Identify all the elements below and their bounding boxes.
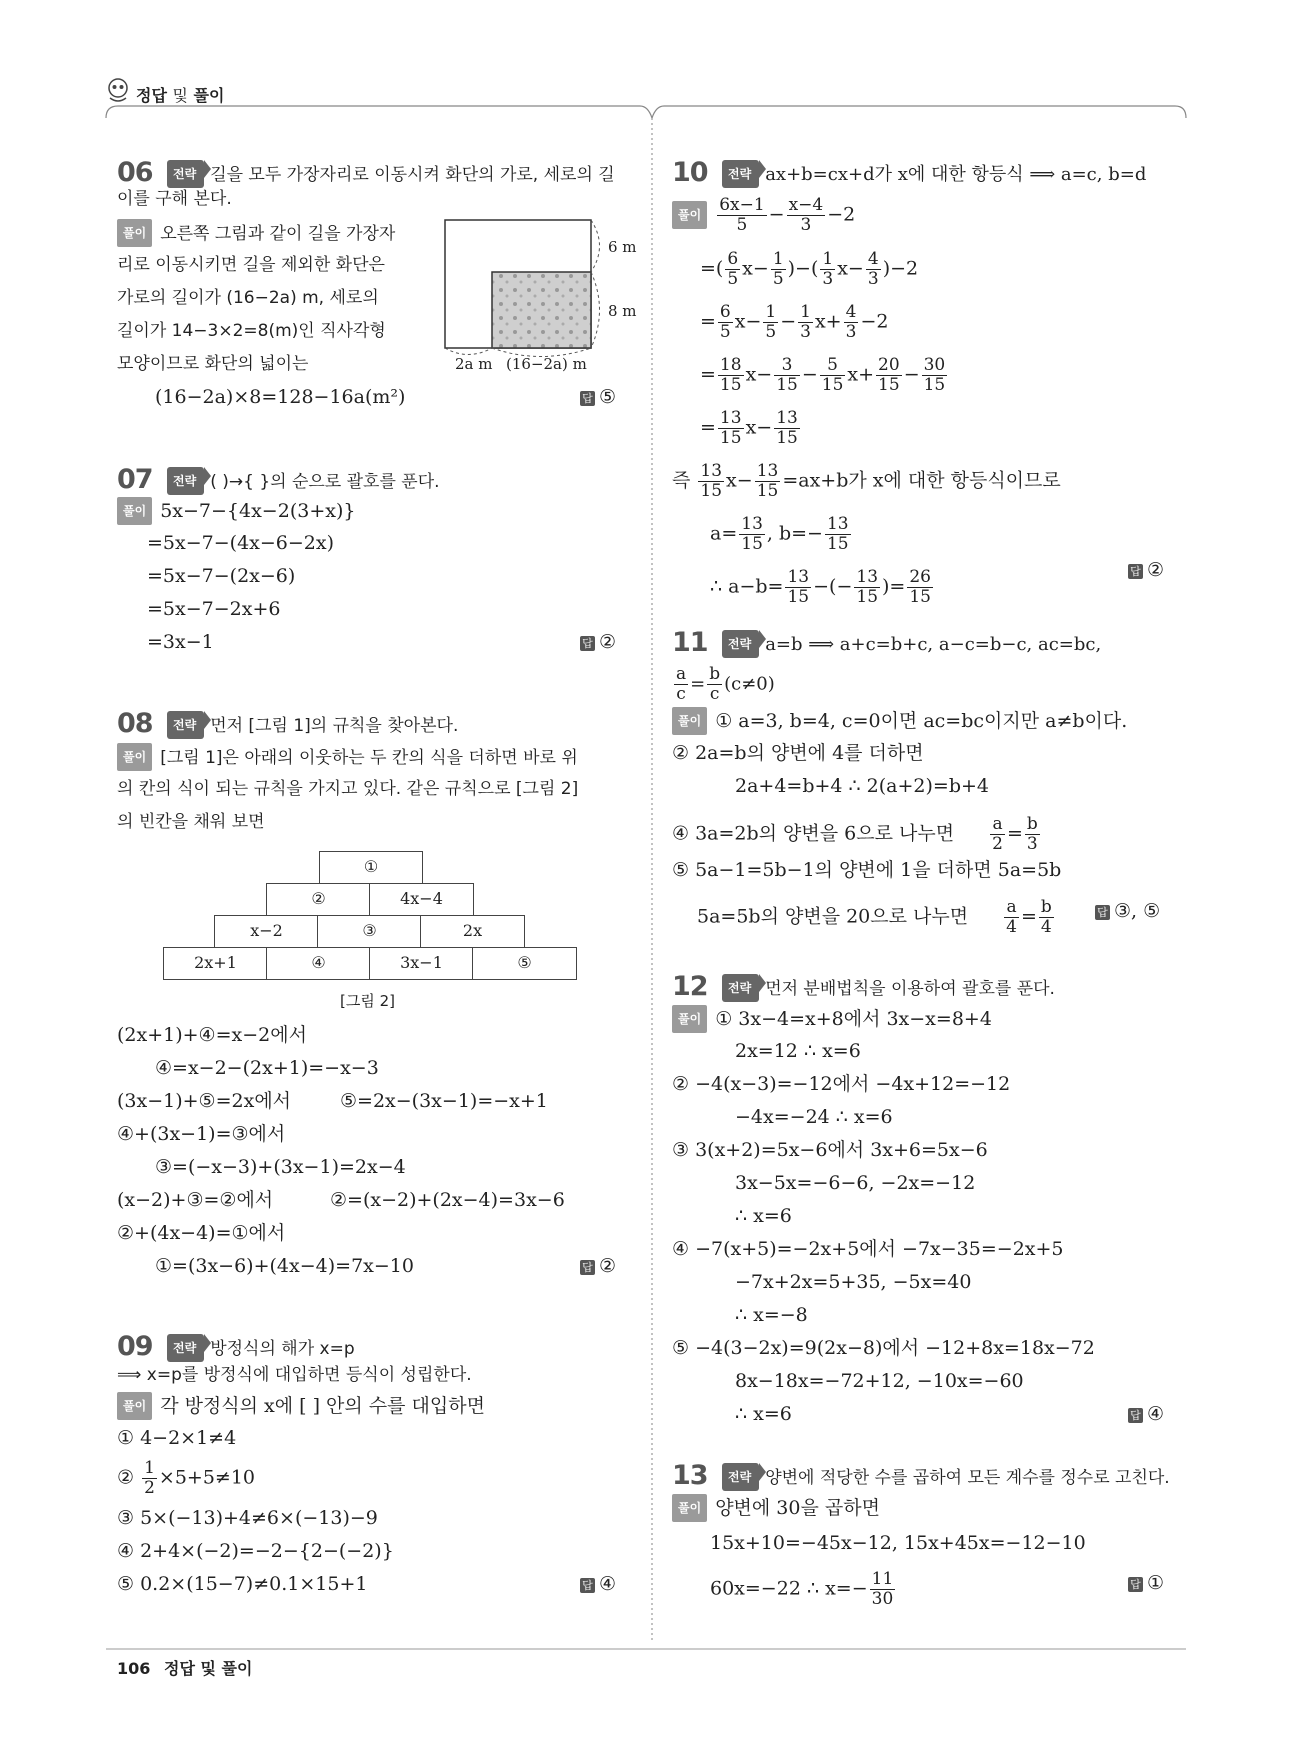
problem-09-item: ④ 2+4×(−2)=−2−{2−(−2)} <box>117 1540 394 1562</box>
problem-06-sol-line: 길이가 14−3×2=8(m)인 직사각형 <box>117 321 386 341</box>
strategy-text-2: (c≠0) <box>724 673 775 695</box>
header-title-mid: 및 <box>172 86 188 105</box>
answer-value: ⑤ <box>599 386 617 408</box>
problem-10-strategy <box>722 160 1146 188</box>
problem-11-strategy-2: $\frac{a}{c}$ = $\frac{b}{c}$ (c≠0) <box>676 664 775 704</box>
solution-tag: 풀이 <box>672 201 707 229</box>
problem-13-sol-line <box>710 1570 897 1609</box>
problem-08-work: ⑤=2x−(3x−1)=−x+1 <box>340 1090 548 1112</box>
solution-tag: 풀이 <box>672 707 707 735</box>
problem-10-eq3: = $\frac{6}{5}$ x− $\frac{1}{5}$ − $\frac{1}{3}$ x+ $\frac{4}{3}$ −2 <box>700 302 889 342</box>
answer-value: ④ <box>599 1573 617 1595</box>
fraction-numerator: 6x−1 <box>719 195 765 215</box>
problem-11-sol-line: ④ 3a=2b의 양변을 6으로 나누면 $\frac{a}{2}$ = $\frac{b}{3}$ <box>672 814 1038 854</box>
fraction-denominator: 5 <box>736 215 748 235</box>
header-title-bold: 정답 <box>136 86 167 105</box>
pyramid-cell: 4x−4 <box>369 883 474 916</box>
answer-value: ④ <box>1147 1403 1165 1425</box>
problem-10-eq1: 풀이 $\frac{6x-1}{5}$ − $\frac{x-4}{3}$ −2 <box>672 196 855 235</box>
problem-06-strategy-2: 이를 구해 본다. <box>117 189 232 209</box>
strategy-text: 먼저 [그림 1]의 규칙을 찾아본다. <box>210 716 459 736</box>
footer <box>117 1656 252 1679</box>
strategy-text: 길을 모두 가장자리로 이동시켜 화단의 가로, 세로의 길 <box>210 165 615 185</box>
problem-11-sol-line: ② 2a=b의 양변에 4를 더하면 <box>672 742 924 764</box>
problem-07-sol-line <box>117 497 355 525</box>
item-text: ×5+5≠10 <box>158 1466 256 1489</box>
answer-icon: 답 <box>580 636 595 651</box>
fraction-numerator: 1 <box>144 1458 155 1478</box>
problem-11-sol-line: ⑤ 5a−1=5b−1의 양변에 1을 더하면 5a=5b <box>672 859 1062 881</box>
answer-icon: 답 <box>580 1578 595 1593</box>
problem-08-work: ②+(4x−4)=①에서 <box>117 1222 286 1244</box>
answer-icon: 답 <box>580 391 595 406</box>
strategy-tag: 전략 <box>167 1334 204 1362</box>
problem-11-sol-line: 2a+4=b+4 ∴ 2(a+2)=b+4 <box>735 775 990 797</box>
sol-text: 5a=5b의 양변을 20으로 나누면 <box>697 905 969 928</box>
problem-12-number: 12 <box>672 971 708 1002</box>
problem-08-sol-line: 의 칸의 식이 되는 규칙을 가지고 있다. 같은 규칙으로 [그림 2] <box>117 779 579 799</box>
strategy-text: 방정식의 해가 x=p <box>210 1339 355 1359</box>
problem-12-sol-line: −7x+2x=5+35, −5x=40 <box>735 1271 972 1293</box>
pyramid-cell: 2x+1 <box>163 947 268 980</box>
problem-12-sol-line: ③ 3(x+2)=5x−6에서 3x+6=5x−6 <box>672 1139 988 1161</box>
problem-07-sol-line: =3x−1 <box>147 631 214 653</box>
problem-11-sol-line: 5a=5b의 양변을 20으로 나누면 $\frac{a}{4}$ = $\frac{b}{4}$ <box>697 897 1052 937</box>
problem-10-final: ∴ a−b= $\frac{13}{15}$ −(− $\frac{13}{15}$ )= $\frac{26}{15}$ <box>710 567 931 607</box>
fraction <box>142 1459 157 1498</box>
answer-icon: 답 <box>1128 1408 1143 1423</box>
problem-07-answer <box>580 629 616 655</box>
solution-tag: 풀이 <box>117 497 152 525</box>
solution-tag: 풀이 <box>672 1494 707 1522</box>
strategy-text: 먼저 분배법칙을 이용하여 괄호를 푼다. <box>765 979 1055 999</box>
strategy-text: a=b ⟹ a+c=b+c, a−c=b−c, ac=bc, <box>765 634 1102 655</box>
problem-12-strategy <box>722 974 1055 1002</box>
solution-tag: 풀이 <box>117 219 152 247</box>
pyramid-cell: ① <box>319 851 423 884</box>
problem-13-number: 13 <box>672 1460 708 1491</box>
pyramid-cell: ③ <box>317 915 422 948</box>
fraction-denominator: 3 <box>800 215 812 235</box>
problem-08-work: ①=(3x−6)+(4x−4)=7x−10 <box>155 1255 414 1277</box>
problem-08-work: ②=(x−2)+(2x−4)=3x−6 <box>330 1189 565 1211</box>
item-label: ② <box>117 1466 141 1489</box>
solution-tag: 풀이 <box>117 743 152 771</box>
answer-icon: 답 <box>1095 905 1110 920</box>
page-number: 106 <box>117 1659 151 1678</box>
problem-12-sol-line: 2x=12 ∴ x=6 <box>735 1040 861 1062</box>
problem-13-answer <box>1128 1570 1164 1596</box>
pyramid-caption: [그림 2] <box>340 992 395 1010</box>
strategy-tag: 전략 <box>167 160 204 188</box>
strategy-text: ( )→{ }의 순으로 괄호를 푼다. <box>210 472 440 492</box>
pyramid-cell: ④ <box>266 947 371 980</box>
strategy-tag: 전략 <box>167 467 204 495</box>
problem-09-answer <box>580 1571 616 1597</box>
problem-12-sol-line: ② −4(x−3)=−12에서 −4x+12=−12 <box>672 1073 1011 1095</box>
conc-prefix: 즉 <box>672 469 691 492</box>
answer-value: ① <box>1147 1572 1165 1594</box>
sol-text: 오른쪽 그림과 같이 길을 가장자 <box>160 224 396 244</box>
problem-13-sol-line <box>672 1494 880 1522</box>
problem-12-sol-line: ∴ x=6 <box>735 1403 792 1425</box>
eq-tail: −2 <box>827 203 856 226</box>
problem-08-work: (x−2)+③=②에서 <box>117 1189 274 1211</box>
answer-value: ② <box>1147 559 1165 581</box>
problem-09-number: 09 <box>117 1331 153 1362</box>
problem-10-answer <box>1128 557 1164 583</box>
sol-text: 각 방정식의 x에 [ ] 안의 수를 대입하면 <box>160 1395 485 1417</box>
pyramid-cell: 2x <box>420 915 525 948</box>
conc-text: =ax+b가 x에 대한 항등식이므로 <box>782 469 1061 492</box>
sol-text: 양변에 30을 곱하면 <box>715 1497 880 1519</box>
problem-09-item: ③ 5×(−13)+4≠6×(−13)−9 <box>117 1507 378 1529</box>
problem-11-answer <box>1095 898 1160 924</box>
problem-06-sol-line: 가로의 길이가 (16−2a) m, 세로의 <box>117 288 379 308</box>
strategy-text: 양변에 적당한 수를 곱하여 모든 계수를 정수로 고친다. <box>765 1468 1170 1488</box>
footer-label: 정답 및 풀이 <box>163 1659 253 1678</box>
problem-08-work: (2x+1)+④=x−2에서 <box>117 1024 307 1046</box>
problem-06-number: 06 <box>117 157 153 188</box>
problem-09-item: ① 4−2×1≠4 <box>117 1427 237 1449</box>
problem-12-sol-line: 3x−5x=−6−6, −2x=−12 <box>735 1172 976 1194</box>
pyramid-cell: ② <box>266 883 371 916</box>
problem-10-number: 10 <box>672 157 708 188</box>
problem-12-sol-line: ④ −7(x+5)=−2x+5에서 −7x−35=−2x+5 <box>672 1238 1064 1260</box>
solution-tag: 풀이 <box>117 1392 152 1420</box>
problem-06-answer <box>580 384 616 410</box>
problem-12-sol-line: ∴ x=6 <box>735 1205 792 1227</box>
sol-text: 60x=−22 ∴ x=− <box>710 1577 868 1600</box>
strategy-tag: 전략 <box>722 630 759 658</box>
problem-11-strategy <box>722 630 1101 658</box>
problem-07-number: 07 <box>117 464 153 495</box>
strategy-tag: 전략 <box>722 160 759 188</box>
strategy-tag: 전략 <box>167 711 204 739</box>
problem-11-number: 11 <box>672 627 708 658</box>
answer-value: ② <box>599 1255 617 1277</box>
problem-10-ab: a= $\frac{13}{15}$ , b=− $\frac{13}{15}$ <box>710 514 849 554</box>
problem-08-work: (3x−1)+⑤=2x에서 <box>117 1090 292 1112</box>
problem-06-sol-line: 리로 이동시키면 길을 제외한 화단은 <box>117 255 385 275</box>
problem-07-sol-line: =5x−7−2x+6 <box>147 598 281 620</box>
strategy-text: ax+b=cx+d가 x에 대한 항등식 ⟹ a=c, b=d <box>765 164 1147 185</box>
problem-08-work: ④=x−2−(2x+1)=−x−3 <box>155 1057 379 1079</box>
problem-12-sol-line: −4x=−24 ∴ x=6 <box>735 1106 893 1128</box>
problem-12-sol-line <box>672 1005 992 1033</box>
problem-08-strategy <box>167 711 458 739</box>
problem-12-sol-line: 8x−18x=−72+12, −10x=−60 <box>735 1370 1024 1392</box>
pyramid-cell: ⑤ <box>472 947 577 980</box>
problem-10-eq4: = $\frac{18}{15}$ x− $\frac{3}{15}$ − $\frac{5}{15}$ x+ $\frac{20}{15}$ − $\frac{30}{15}$ <box>700 355 946 395</box>
problem-07-strategy <box>167 467 440 495</box>
problem-12-sol-line: ∴ x=−8 <box>735 1304 808 1326</box>
fig06-right-label: 8 m <box>608 302 637 320</box>
problem-10-conclusion: 즉 $\frac{13}{15}$ x− $\frac{13}{15}$ =ax+b가 x에 대한 항등식이므로 <box>672 461 1061 501</box>
pyramid-cell: 3x−1 <box>369 947 474 980</box>
pyramid-cell: x−2 <box>214 915 319 948</box>
problem-13-sol-line: 15x+10=−45x−12, 15x+45x=−12−10 <box>710 1532 1086 1554</box>
answer-value: ② <box>599 631 617 653</box>
problem-08-work: ④+(3x−1)=③에서 <box>117 1123 286 1145</box>
strategy-tag: 전략 <box>722 1463 759 1491</box>
problem-09-item: ⑤ 0.2×(15−7)≠0.1×15+1 <box>117 1573 368 1595</box>
problem-06-sol-line <box>117 219 395 247</box>
fig06-bottom-right-label: (16−2a) m <box>506 355 587 373</box>
problem-06-strategy <box>167 160 615 188</box>
header-title-end: 풀이 <box>193 86 225 105</box>
answer-icon: 답 <box>1128 1577 1143 1592</box>
problem-12-answer <box>1128 1401 1164 1427</box>
fraction-numerator: x−4 <box>788 195 824 215</box>
fraction-numerator: 11 <box>871 1569 894 1589</box>
sol-text: 5x−7−{4x−2(3+x)} <box>160 500 356 522</box>
problem-09-strategy <box>167 1334 355 1362</box>
answer-value: ③, ⑤ <box>1114 900 1161 922</box>
problem-08-work: ③=(−x−3)+(3x−1)=2x−4 <box>155 1156 406 1178</box>
sol-text: [그림 1]은 아래의 이웃하는 두 칸의 식을 더하면 바로 위 <box>160 748 578 768</box>
sol-text: ④ 3a=2b의 양변을 6으로 나누면 <box>672 822 955 845</box>
problem-06-figure <box>440 215 630 375</box>
problem-11-sol-line <box>672 707 1127 735</box>
sol-text: ① a=3, b=4, c=0이면 ac=bc이지만 a≠b이다. <box>715 710 1128 732</box>
problem-09-sol-line <box>117 1392 485 1420</box>
problem-08-number: 08 <box>117 708 153 739</box>
problem-13-strategy <box>722 1463 1170 1491</box>
problem-07-sol-line: =5x−7−(2x−6) <box>147 565 296 587</box>
problem-12-sol-line: ⑤ −4(3−2x)=9(2x−8)에서 −12+8x=18x−72 <box>672 1337 1095 1359</box>
problem-08-answer <box>580 1253 616 1279</box>
problem-06-sol-line: 모양이므로 화단의 넓이는 <box>117 354 309 374</box>
problem-08-sol-line: 의 빈칸을 채워 보면 <box>117 812 265 832</box>
answer-icon: 답 <box>580 1260 595 1275</box>
problem-08-sol-line <box>117 743 578 771</box>
answer-icon: 답 <box>1128 564 1143 579</box>
problem-07-sol-line: =5x−7−(4x−6−2x) <box>147 532 335 554</box>
solution-tag: 풀이 <box>672 1005 707 1033</box>
problem-10-eq2: =( $\frac{6}{5}$ x− $\frac{1}{5}$ )−( $\frac{1}{3}$ x− $\frac{4}{3}$ )−2 <box>700 249 919 289</box>
problem-09-strategy-2: ⟹ x=p를 방정식에 대입하면 등식이 성립한다. <box>117 1365 472 1385</box>
fraction-denominator: 2 <box>144 1478 155 1498</box>
problem-10-eq5: = $\frac{13}{15}$ x− $\frac{13}{15}$ <box>700 408 798 448</box>
problem-06-result: (16−2a)×8=128−16a(m²) <box>155 386 406 408</box>
strategy-tag: 전략 <box>722 974 759 1002</box>
sol-text: ① 3x−4=x+8에서 3x−x=8+4 <box>715 1008 992 1030</box>
fig06-bottom-left-label: 2a m <box>455 355 493 373</box>
problem-09-item <box>117 1459 255 1498</box>
fig06-top-label: 6 m <box>608 238 637 256</box>
fraction-denominator: 30 <box>871 1589 894 1609</box>
